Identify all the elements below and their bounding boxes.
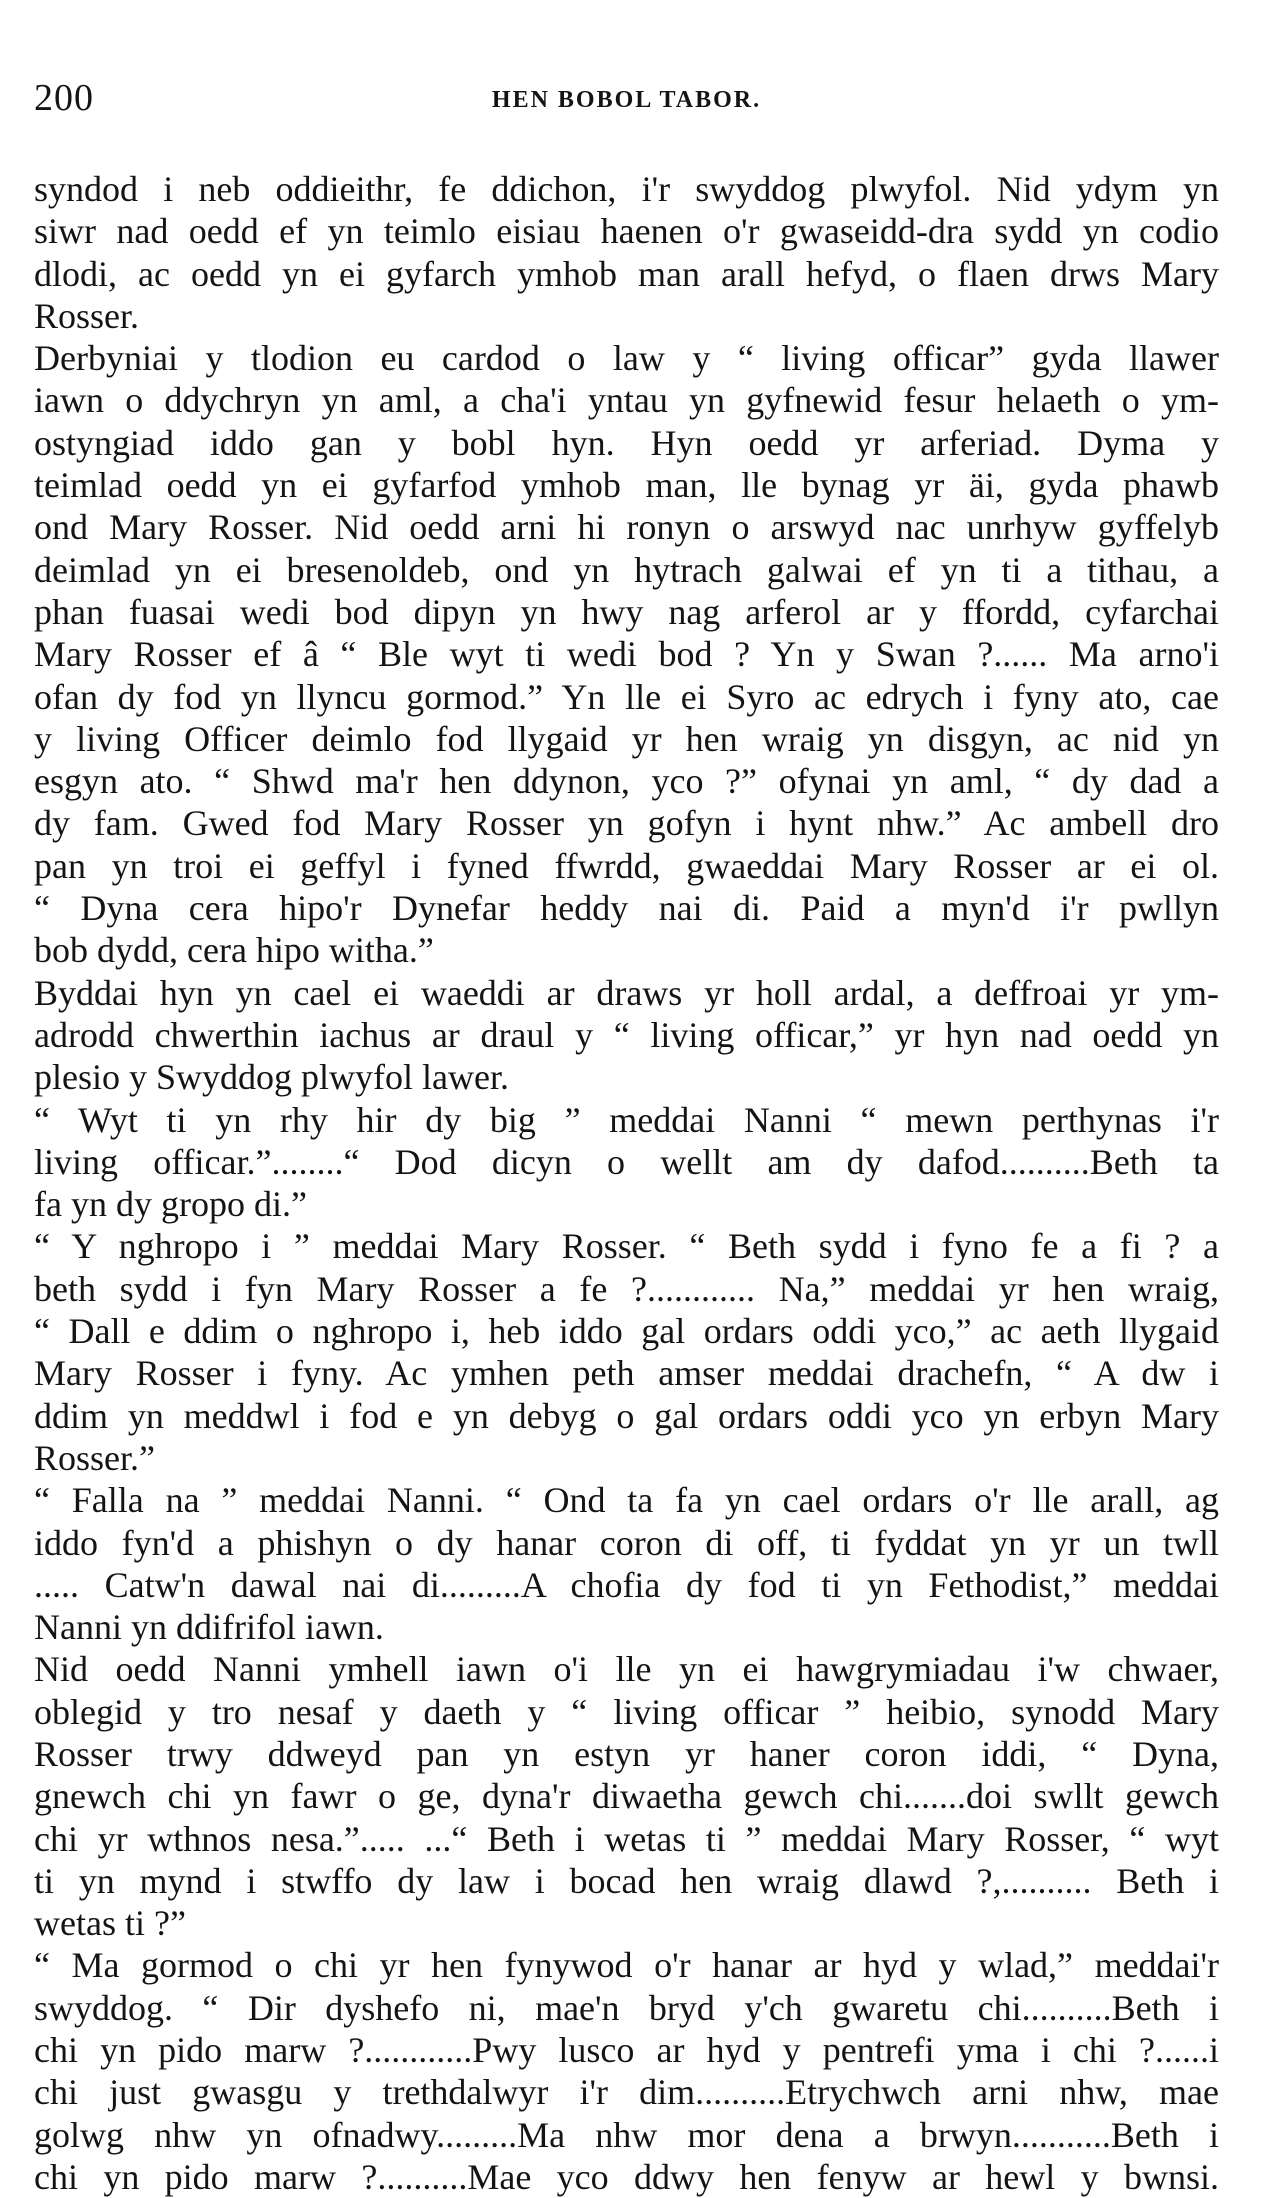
text-line: Mary Rosser ef â “ Ble wyt ti wedi bod ? Yn y Swan ?...... Ma arno'i bbox=[34, 634, 1219, 675]
text-line: syndod i neb oddieithr, fe ddichon, i'r swyddog plwyfol. Nid ydym yn bbox=[34, 169, 1219, 209]
text-line: ofan dy fod yn llyncu gormod.” Yn lle ei Syro ac edrych i fyny ato, cae bbox=[34, 676, 1219, 717]
text-line: “ Ma gormod o chi yr hen fynywod o'r hanar ar hyd y wlad,” meddai'r bbox=[34, 1945, 1219, 1986]
running-head: HEN BOBOL TABOR. bbox=[491, 87, 762, 113]
page-number: 200 bbox=[34, 77, 94, 119]
text-line: oblegid y tro nesaf y daeth y “ living officar ” heibio, synodd Mary bbox=[34, 1691, 1219, 1732]
text-line: chi yn pido marw ?............Pwy lusco ar hyd y pentrefi yma i chi ?......i bbox=[34, 2030, 1219, 2071]
text-line: swyddog. “ Dir dyshefo ni, mae'n bryd y'ch gwaretu chi..........Beth i bbox=[34, 1987, 1219, 2028]
text-line: Mary Rosser i fyny. Ac ymhen peth amser meddai drachefn, “ A dw i bbox=[34, 1353, 1219, 1394]
text-line: Nid oedd Nanni ymhell iawn o'i lle yn ei hawgrymiadau i'w chwaer, bbox=[34, 1649, 1219, 1690]
text-line: adrodd chwerthin iachus ar draul y “ living officar,” yr hyn nad oedd yn bbox=[34, 1014, 1219, 1055]
text-line: “ Dyna cera hipo'r Dynefar heddy nai di. Paid a myn'd i'r pwllyn bbox=[34, 888, 1219, 929]
page-header bbox=[34, 76, 1219, 128]
text-line: bob dydd, cera hipo witha.” bbox=[34, 930, 434, 971]
text-line: chi yr wthnos nesa.”..... ...“ Beth i wetas ti ” meddai Mary Rosser, “ wyt bbox=[34, 1818, 1219, 1859]
text-line: “ Falla na ” meddai Nanni. “ Ond ta fa yn cael ordars o'r lle arall, ag bbox=[34, 1480, 1219, 1521]
text-line: phan fuasai wedi bod dipyn yn hwy nag arferol ar y ffordd, cyfarchai bbox=[34, 591, 1219, 632]
text-line: ddim yn meddwl i fod e yn debyg o gal ordars oddi yco yn erbyn Mary bbox=[34, 1395, 1219, 1436]
text-line: chi just gwasgu y trethdalwyr i'r dim..........Etrychwch arni nhw, mae bbox=[34, 2072, 1219, 2113]
text-line: wetas ti ?” bbox=[34, 1903, 186, 1944]
body-text bbox=[34, 168, 1219, 2198]
text-line: iawn o ddychryn yn aml, a cha'i yntau yn gyfnewid fesur helaeth o ym- bbox=[34, 380, 1219, 421]
text-line: iddo fyn'd a phishyn o dy hanar coron di off, ti fyddat yn yr un twll bbox=[34, 1522, 1219, 1563]
text-line: “ Y nghropo i ” meddai Mary Rosser. “ Beth sydd i fyno fe a fi ? a bbox=[34, 1226, 1219, 1267]
text-line: teimlad oedd yn ei gyfarfod ymhob man, lle bynag yr äi, gyda phawb bbox=[34, 465, 1219, 506]
text-line: y living Officer deimlo fod llygaid yr hen wraig yn disgyn, ac nid yn bbox=[34, 718, 1219, 759]
text-line: Rosser.” bbox=[34, 1437, 155, 1478]
text-line: plesio y Swyddog plwyfol lawer. bbox=[34, 1057, 509, 1098]
text-line: deimlad yn ei bresenoldeb, ond yn hytrach galwai ef yn ti a tithau, a bbox=[34, 549, 1219, 590]
text-line: Rosser. bbox=[34, 295, 140, 336]
text-line: ond Mary Rosser. Nid oedd arni hi ronyn o arswyd nac unrhyw gyffelyb bbox=[34, 507, 1219, 548]
text-line: Nanni yn ddifrifol iawn. bbox=[34, 1607, 384, 1648]
text-line: “ Dall e ddim o nghropo i, heb iddo gal ordars oddi yco,” ac aeth llygaid bbox=[34, 1311, 1219, 1352]
text-line: pan yn troi ei geffyl i fyned ffwrdd, gwaeddai Mary Rosser ar ei ol. bbox=[34, 845, 1219, 886]
text-line: ostyngiad iddo gan y bobl hyn. Hyn oedd yr arferiad. Dyma y bbox=[34, 422, 1219, 463]
text-line: golwg nhw yn ofnadwy.........Ma nhw mor dena a brwyn...........Beth i bbox=[34, 2114, 1219, 2155]
text-line: “ Wyt ti yn rhy hir dy big ” meddai Nanni “ mewn perthynas i'r bbox=[34, 1099, 1219, 1140]
text-line: living officar.”........“ Dod dicyn o wellt am dy dafod..........Beth ta bbox=[34, 1141, 1219, 1182]
text-line: beth sydd i fyn Mary Rosser a fe ?............ Na,” meddai yr hen wraig, bbox=[34, 1268, 1219, 1309]
text-line: ..... Catw'n dawal nai di.........A chofia dy fod ti yn Fethodist,” meddai bbox=[34, 1564, 1219, 1605]
text-line: esgyn ato. “ Shwd ma'r hen ddynon, yco ?” ofynai yn aml, “ dy dad a bbox=[34, 761, 1219, 802]
text-line: gnewch chi yn fawr o ge, dyna'r diwaetha gewch chi.......doi swllt gewch bbox=[34, 1776, 1219, 1817]
text-line: fa yn dy gropo di.” bbox=[34, 1184, 307, 1225]
text-line: dy fam. Gwed fod Mary Rosser yn gofyn i hynt nhw.” Ac ambell dro bbox=[34, 803, 1219, 844]
text-line: siwr nad oedd ef yn teimlo eisiau haenen o'r gwaseidd-dra sydd yn codio bbox=[34, 211, 1219, 252]
text-line: Byddai hyn yn cael ei waeddi ar draws yr holl ardal, a deffroai yr ym- bbox=[34, 972, 1219, 1013]
text-line: ti yn mynd i stwffo dy law i bocad hen wraig dlawd ?,.......... Beth i bbox=[34, 1860, 1219, 1901]
text-line: Rosser trwy ddweyd pan yn estyn yr haner coron iddi, “ Dyna, bbox=[34, 1733, 1219, 1774]
text-line: chi yn pido marw ?..........Mae yco ddwy hen fenyw ar hewl y bwnsi. bbox=[34, 2156, 1219, 2197]
text-line: dlodi, ac oedd yn ei gyfarch ymhob man arall hefyd, o flaen drws Mary bbox=[34, 253, 1219, 294]
text-line: Derbyniai y tlodion eu cardod o law y “ living officar” gyda llawer bbox=[34, 338, 1219, 379]
